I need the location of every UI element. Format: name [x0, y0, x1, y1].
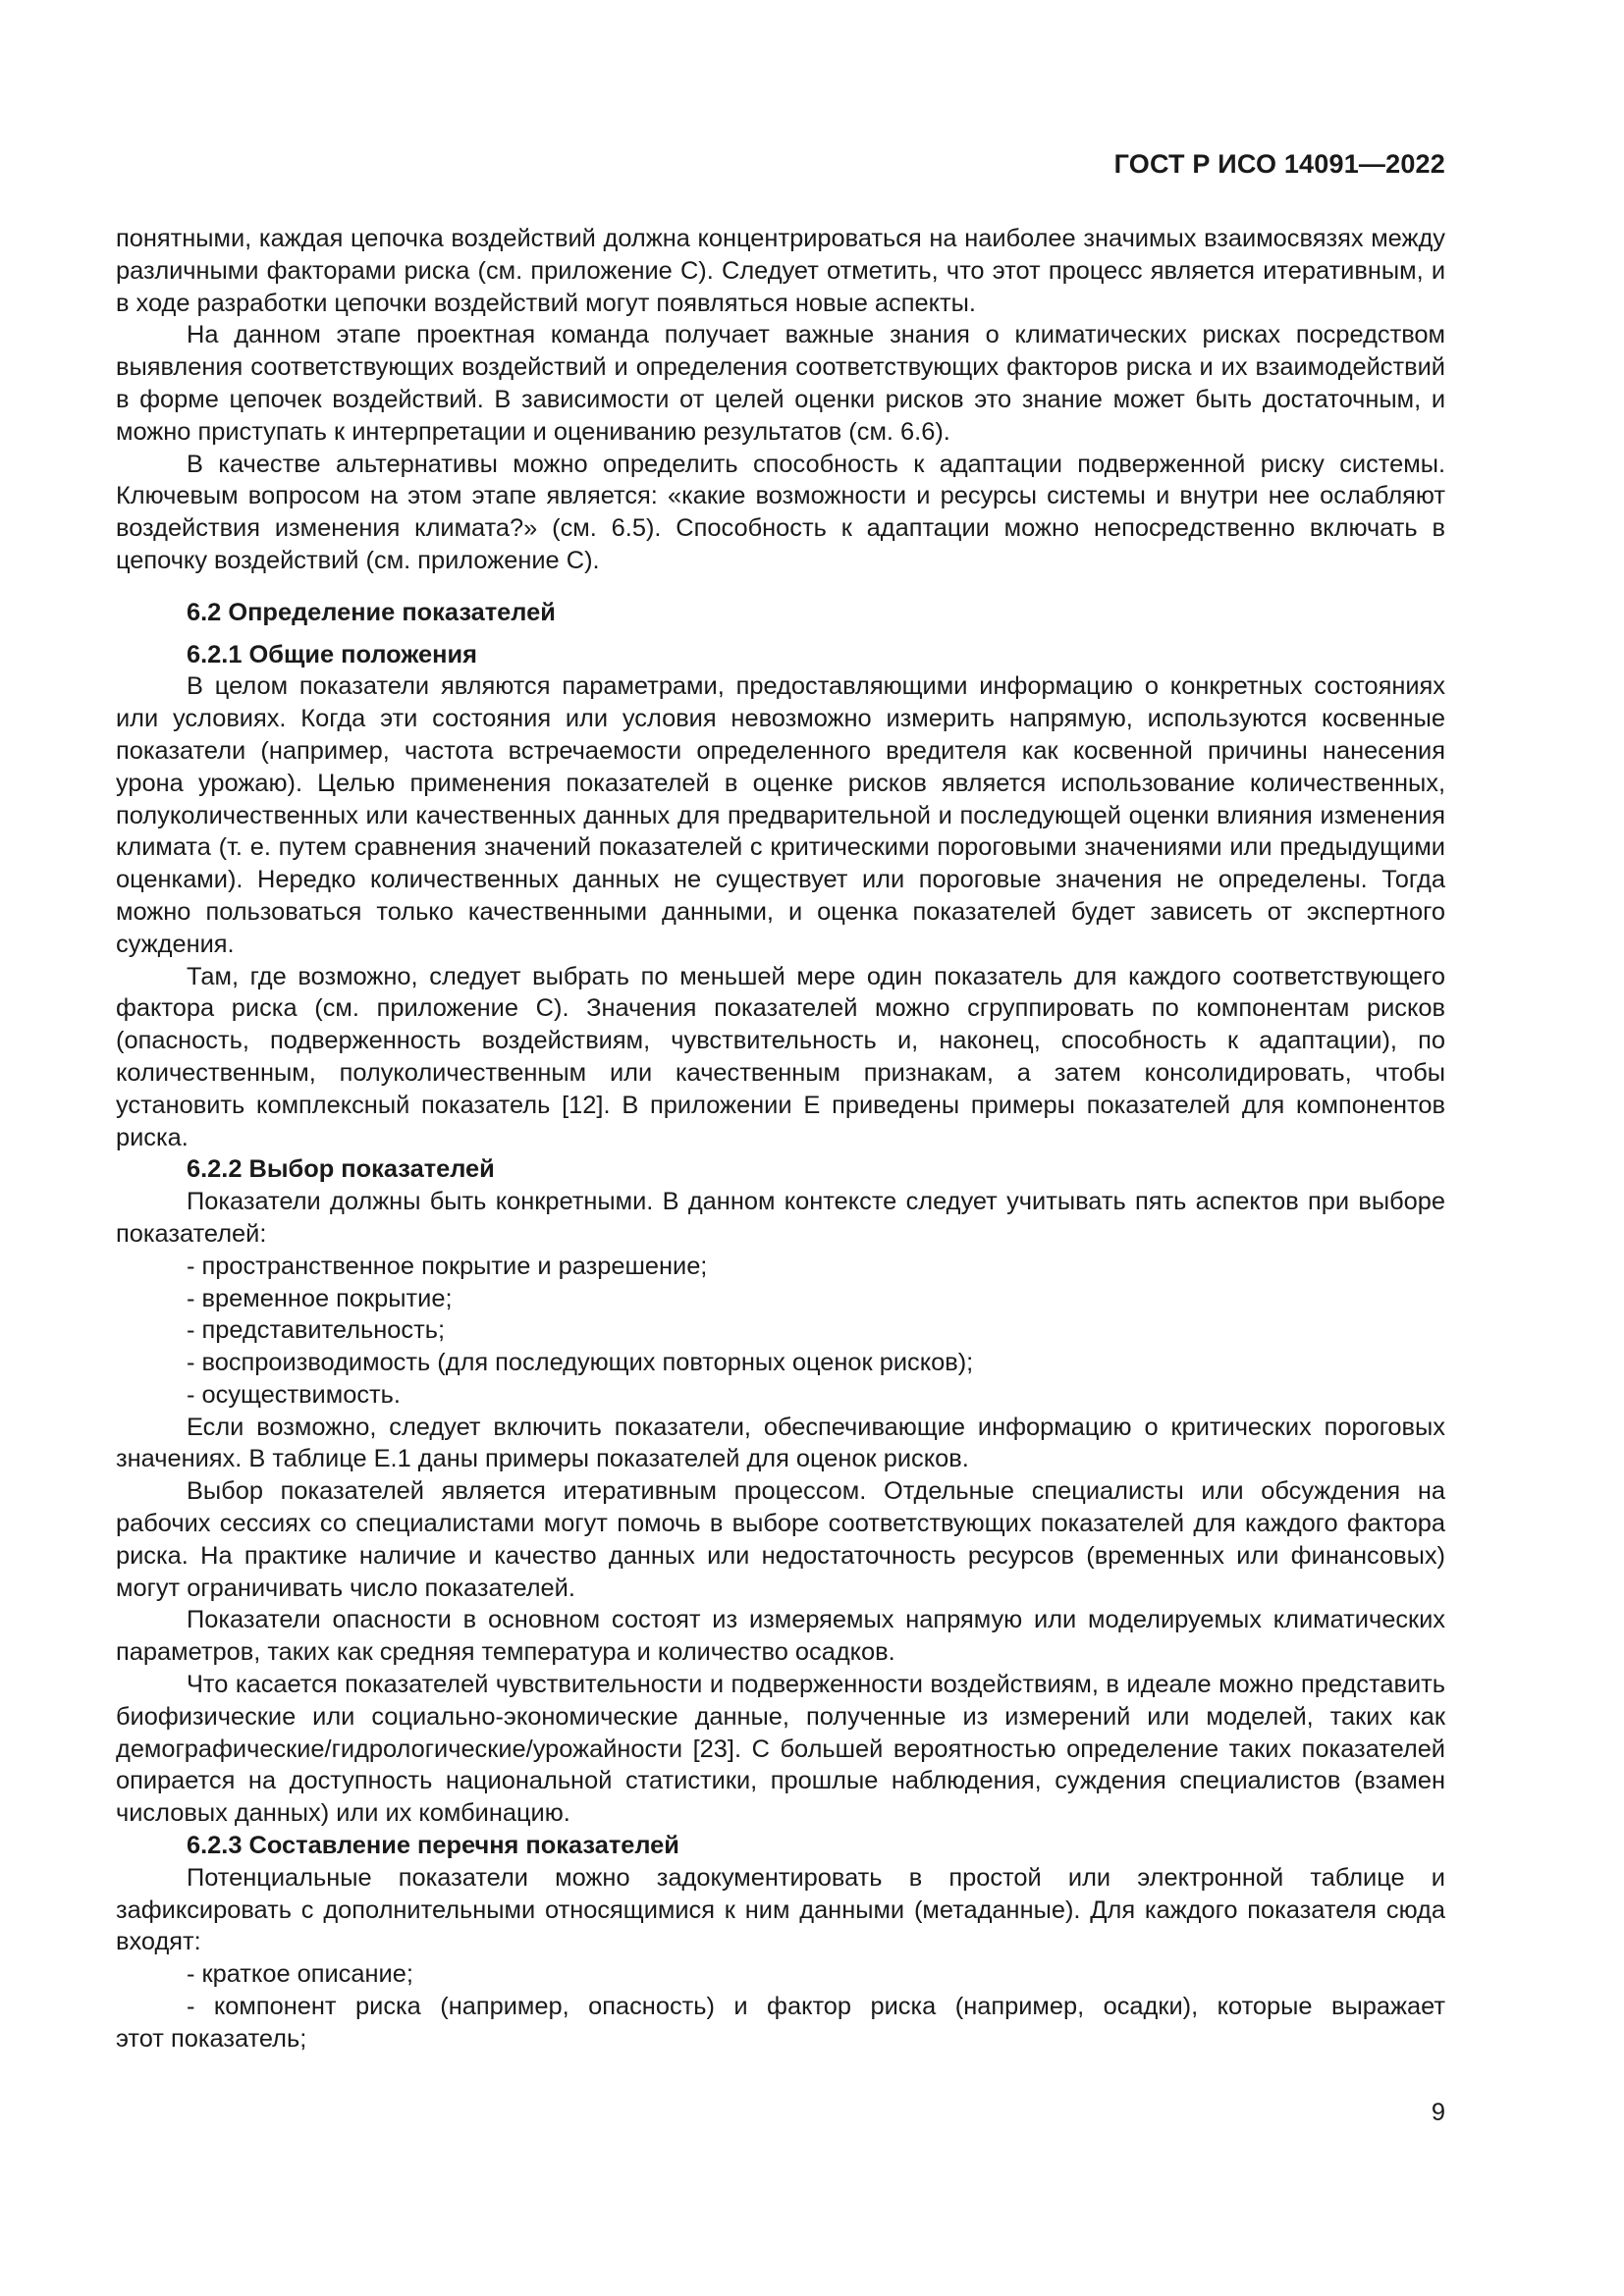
- subsection-heading-6-2-3: 6.2.3 Составление перечня показателей: [187, 1832, 679, 1860]
- paragraph: Показатели должны быть конкретными. В данном контексте следует учитывать пять аспектов при выборе показателей:: [116, 1188, 1445, 1248]
- subsection-heading-6-2-1: 6.2.1 Общие положения: [187, 640, 477, 668]
- paragraph: На данном этапе проектная команда получает важные знания о климатических рисках посредством выявления соответствующих воздействий и определения соответствующих факторов риска и их взаимодействий в форме цепочек воздействий. В зависимости от целей оценки рисков это знание может быть достаточным, и можно приступать к интерпретации и оцениванию результатов (см. 6.6).: [116, 321, 1445, 446]
- document-designation: ГОСТ Р ИСО 14091—2022: [1113, 149, 1445, 179]
- paragraph: Там, где возможно, следует выбрать по меньшей мере один показатель для каждого соответствующего фактора риска (см. приложение С). Значения показателей можно сгруппировать по компонентам рисков (опасность, подверженность воздействиям, чувствительность и, наконец, способность к адаптации), по количественным, полуколичественным или качественным признакам, а затем консолидировать, чтобы установить комплексный показатель [12]. В приложении Е приведены примеры показателей для компонентов риска.: [116, 962, 1445, 1151]
- paragraph: В качестве альтернативы можно определить способность к адаптации подверженной риску системы. Ключевым вопросом на этом этапе является: «какие возможности и ресурсы системы и внутри нее ослабляют воздействия изменения климата?» (см. 6.5). Способность к адаптации можно непосредственно включать в цепочку воздействий (см. приложение С).: [116, 450, 1445, 574]
- list-item: - краткое описание;: [187, 1960, 413, 1989]
- list-item: - осуществимость.: [187, 1380, 401, 1409]
- paragraph: Что касается показателей чувствительности и подверженности воздействиям, в идеале можно представить биофизические или социально-экономические данные, полученные из измерений или моделей, таких как демографические/гидрологические/урожайности [23]. С большей вероятностью определение таких показателей опирается на доступность национальной статистики, прошлые наблюдения, суждения специалистов (взамен числовых данных) или их комбинацию.: [116, 1671, 1445, 1828]
- paragraph: понятными, каждая цепочка воздействий должна концентрироваться на наиболее значимых взаимосвязях между различными факторами риска (см. приложение С). Следует отметить, что этот процесс является итеративным, и в ходе разработки цепочки воздействий могут появляться новые аспекты.: [116, 225, 1445, 317]
- list-metadata: [116, 1958, 1445, 2023]
- list-aspects: [116, 1251, 1445, 1412]
- paragraph: Если возможно, следует включить показатели, обеспечивающие информацию о критических пороговых значениях. В таблице Е.1 даны примеры показателей для оценок рисков.: [116, 1413, 1445, 1473]
- paragraph: Показатели опасности в основном состоят из измеряемых напрямую или моделируемых климатических параметров, таких как средняя температура и количество осадков.: [116, 1606, 1445, 1667]
- paragraph: Потенциальные показатели можно задокументировать в простой или электронной таблице и зафиксировать с дополнительными относящимися к ним данными (метаданные). Для каждого показателя сюда входят:: [116, 1863, 1445, 1956]
- paragraph: Выбор показателей является итеративным процессом. Отдельные специалисты или обсуждения на рабочих сессиях со специалистами могут помочь в выборе соответствующих показателей для каждого фактора риска. На практике наличие и качество данных или недостаточность ресурсов (временных или финансовых) могут ограничивать число показателей.: [116, 1477, 1445, 1602]
- section-heading-6-2: 6.2 Определение показателей: [187, 598, 556, 626]
- list-item: - воспроизводимость (для последующих повторных оценок рисков);: [187, 1349, 974, 1377]
- page-number: 9: [1431, 2099, 1445, 2126]
- paragraph: В целом показатели являются параметрами, предоставляющими информацию о конкретных состояниях или условиях. Когда эти состояния или условия невозможно измерить напрямую, используются косвенные показатели (например, частота встречаемости определенного вредителя как косвенной причины нанесения урона урожаю). Целью применения показателей в оценке рисков является использование количественных, полуколичественных или качественных данных для предварительной и последующей оценки влияния изменения климата (т. е. путем сравнения значений показателей с критическими пороговыми значениями или предыдущими оценками). Нередко количественных данных не существует или пороговые значения не определены. Тогда можно пользоваться только качественными данными, и оценка показателей будет зависеть от экспертного суждения.: [116, 672, 1445, 958]
- document-body: [116, 223, 1445, 2056]
- list-item: - временное покрытие;: [187, 1284, 453, 1312]
- list-item-continuation: этот показатель;: [116, 2024, 307, 2053]
- subsection-heading-6-2-2: 6.2.2 Выбор показателей: [187, 1155, 495, 1184]
- list-item-line: - компонент риска (например, опасность) и фактор риска (например, осадки), которые выражает: [187, 1993, 1445, 2021]
- list-item: - пространственное покрытие и разрешение;: [187, 1252, 708, 1280]
- list-item: [116, 1991, 1445, 2023]
- list-item: - представительность;: [187, 1316, 446, 1345]
